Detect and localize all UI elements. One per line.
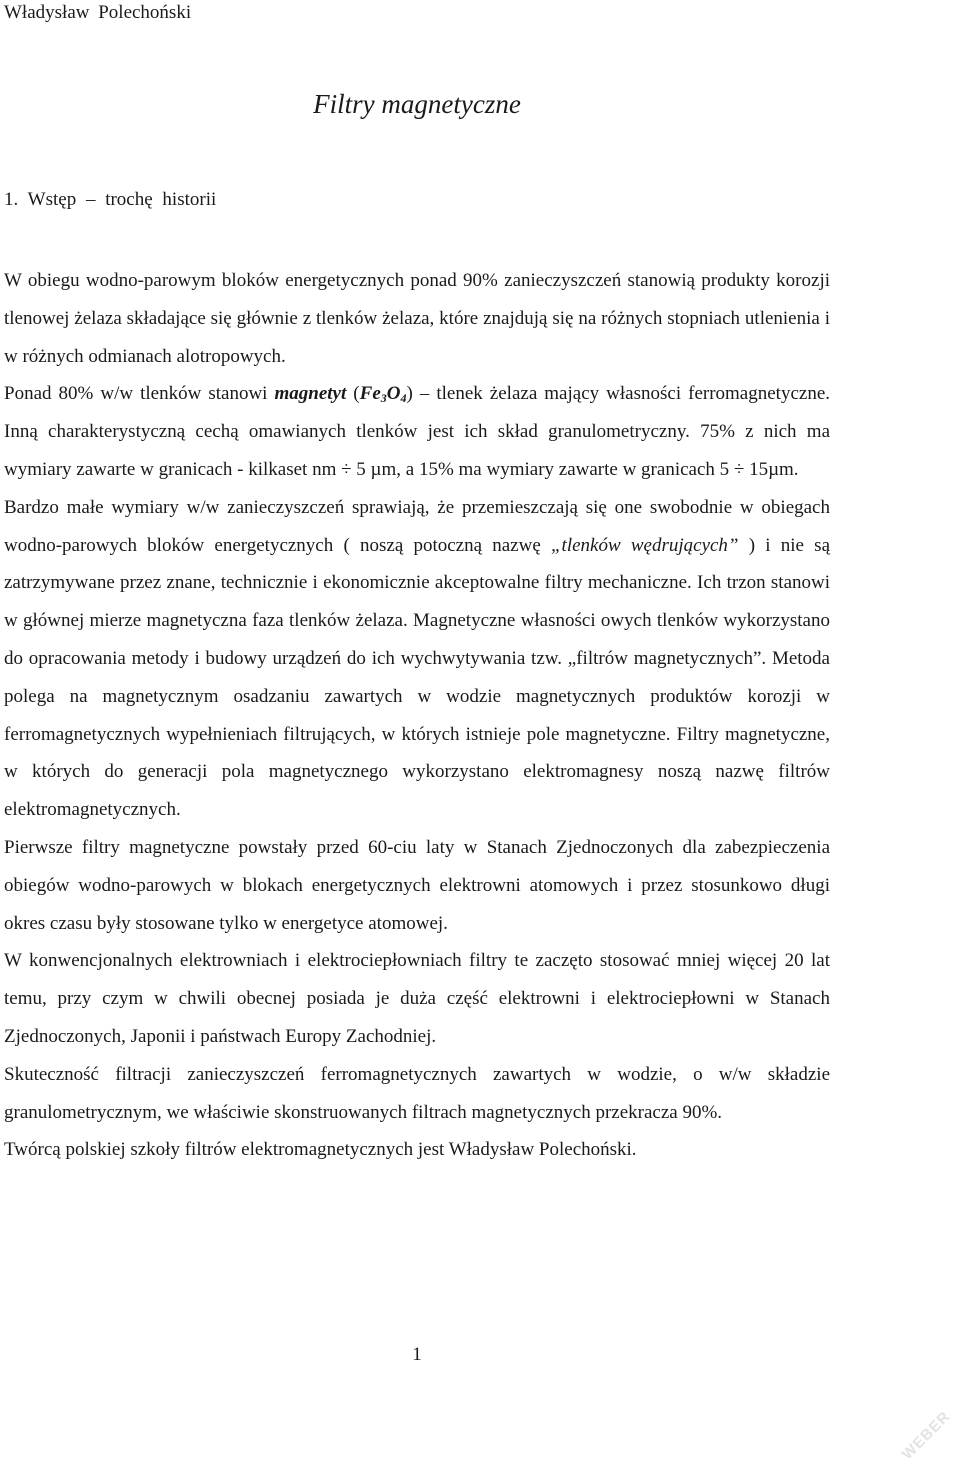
chemical-formula bbox=[360, 383, 407, 404]
paragraph-7: Twórcą polskiej szkoły filtrów elektromagnetycznych jest Władysław Polechoński. bbox=[4, 1139, 637, 1161]
paragraph-3 bbox=[4, 489, 830, 829]
document-title bbox=[0, 87, 834, 121]
paragraph-5: W konwencjonalnych elektrowniach i elektrociepłowniach filtry te zaczęto stosować mniej więcej 20 lat temu, przy czym w chwili obecnej posiada je duża część elektrowni i elektrociepłowni w Stanach Zjednoczonych, Japonii i państwach Europy Zachodniej. bbox=[4, 950, 830, 1047]
formula-fe-subscript: 3 bbox=[380, 391, 387, 406]
watermark: WEBER bbox=[898, 1407, 954, 1463]
paragraph-2-lead: Ponad 80% w/w tlenków stanowi bbox=[4, 383, 275, 405]
paragraph-3-rest: ) i nie są zatrzymywane przez znane, technicznie i ekonomicznie akceptowalne filtry mechaniczne. Ich trzon stanowi w głównej mierze magnetyczna faza tlenków żelaza. Magnetyczne własności owych tlenków wykorzystano do opracowania metody i budowy urządzeń do ich wychwytywania tzw. „filtrów magnetycznych”. Metoda polega na magnetycznym osadzaniu zawartych w wodzie magnetycznych produktów korozji w ferromagnetycznych wypełnieniach filtrujących, w których istnieje pole magnetyczne. Filtry magnetyczne, w których do generacji pola magnetycznego wykorzystano elektromagnesy noszą nazwę filtrów elektromagnetycznych. bbox=[4, 534, 830, 821]
paragraph-2 bbox=[4, 375, 830, 488]
author-header: Władysław Polechoński bbox=[4, 2, 192, 23]
paragraph-3-lead: Bardzo małe wymiary w/w zanieczyszczeń sprawiają, że przemieszczają się one swobodnie w obiegach wodno-parowych bloków energetycznych ( noszą potoczną nazwę bbox=[4, 496, 830, 556]
section-heading: 1. Wstęp – trochę historii bbox=[4, 189, 217, 210]
document-body bbox=[4, 262, 830, 1169]
paragraph-4: Pierwsze filtry magnetyczne powstały przed 60-ciu laty w Stanach Zjednoczonych dla zabezpieczenia obiegów wodno-parowych w blokach energetycznych elektrowni atomowych i przez stosunkowo długi okres czasu były stosowane tylko w energetyce atomowej. bbox=[4, 836, 830, 934]
formula-fe: Fe bbox=[359, 383, 381, 405]
formula-o: O bbox=[386, 383, 401, 405]
quoted-term: „tlenków wędrujących” bbox=[550, 534, 739, 556]
paragraph-2-rest: ) – tlenek żelaza mający własności ferromagnetyczne. Inną charakterystyczną cechą omawianych tlenków jest ich skład granulometryczny. 75% z nich ma wymiary zawarte w granicach - kilkaset nm ÷ 5 µm, a 15% ma wymiary zawarte w granicach 5 ÷ 15µm. bbox=[4, 383, 831, 480]
paragraph-2-open: ( bbox=[346, 383, 360, 405]
paragraph-6: Skuteczność filtracji zanieczyszczeń ferromagnetycznych zawartych w wodzie, o w/w składzie granulometrycznym, we właściwie skonstruowanych filtrach magnetycznych przekracza 90%. bbox=[4, 1063, 830, 1123]
term-magnetyt: magnetyt bbox=[274, 383, 347, 405]
paragraph-1: W obiegu wodno-parowym bloków energetycznych ponad 90% zanieczyszczeń stanowią produkty korozji tlenowej żelaza składające się głównie z tlenków żelaza, które znajdują się na różnych stopniach utlenienia i w różnych odmianach alotropowych. bbox=[4, 270, 830, 367]
document-title-text: Filtry magnetyczne bbox=[313, 89, 521, 119]
formula-o-subscript: 4 bbox=[400, 391, 407, 406]
page-number: 1 bbox=[412, 1344, 422, 1365]
